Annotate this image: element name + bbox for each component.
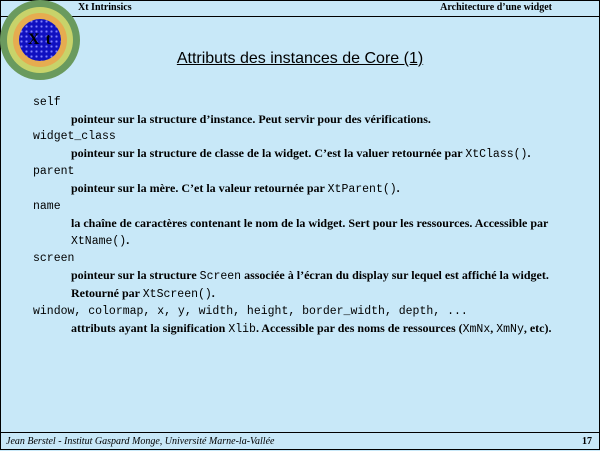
attribute-term: self xyxy=(33,96,61,109)
attribute-term: window, colormap, x, y, width, height, border_width, depth, ... xyxy=(33,305,468,318)
logo-core: X t xyxy=(19,19,61,61)
attribute-description xyxy=(71,145,588,163)
attribute-description xyxy=(71,320,588,338)
description-text: . xyxy=(126,233,130,247)
slide-title xyxy=(0,50,600,68)
attribute-description xyxy=(71,111,588,128)
attribute-description xyxy=(71,267,588,303)
description-text: . xyxy=(211,286,215,300)
attribute-list xyxy=(33,95,588,339)
code-reference: XtClass() xyxy=(465,148,528,161)
code-reference: XtParent() xyxy=(327,183,397,196)
description-text: pointeur sur la mère. C’et la valeur retournée par xyxy=(71,181,328,195)
attribute-term: screen xyxy=(33,252,75,265)
description-text: , xyxy=(490,321,497,335)
slide-footer xyxy=(0,432,600,451)
footer-author: Jean Berstel - Institut Gaspard Monge, Université Marne-la-Vallée xyxy=(6,436,275,447)
description-text: . xyxy=(527,146,531,160)
description-text: , etc). xyxy=(523,321,552,335)
description-text: pointeur sur la structure d’instance. Peut servir pour des vérifications. xyxy=(71,112,431,126)
description-text: . xyxy=(396,181,400,195)
description-text: la chaîne de caractères contenant le nom de la widget. Sert pour les ressources. Accessible par xyxy=(71,216,549,230)
description-text: . Accessible par des noms de ressources ( xyxy=(255,321,463,335)
code-reference: XmNx xyxy=(462,323,491,336)
header-course-title: Xt Intrinsics xyxy=(78,2,132,13)
description-text: attributs ayant la signification xyxy=(71,321,229,335)
attribute-term: parent xyxy=(33,165,75,178)
slide-header xyxy=(0,0,600,17)
code-reference: XmNy xyxy=(496,323,524,336)
attribute-description xyxy=(71,215,588,250)
description-text: associée à l’écran du display sur lequel est affiché la widget. Retourné par xyxy=(71,268,549,300)
attribute-term: name xyxy=(33,200,61,213)
header-section-title: Architecture d’une widget xyxy=(440,2,552,13)
page-number: 17 xyxy=(582,436,592,447)
attribute-term: widget_class xyxy=(33,130,116,143)
code-reference: Xlib xyxy=(228,323,256,336)
slide-title-text: Attributs des instances de Core (1) xyxy=(176,50,424,67)
code-reference: Screen xyxy=(199,270,242,283)
description-text: pointeur sur la structure de classe de la widget. C’est la valuer retournée par xyxy=(71,146,466,160)
attribute-description xyxy=(71,180,588,198)
xt-logo-icon xyxy=(0,0,80,80)
description-text: pointeur sur la structure xyxy=(71,268,200,282)
code-reference: XtName() xyxy=(71,235,127,248)
code-reference: XtScreen() xyxy=(142,288,212,301)
